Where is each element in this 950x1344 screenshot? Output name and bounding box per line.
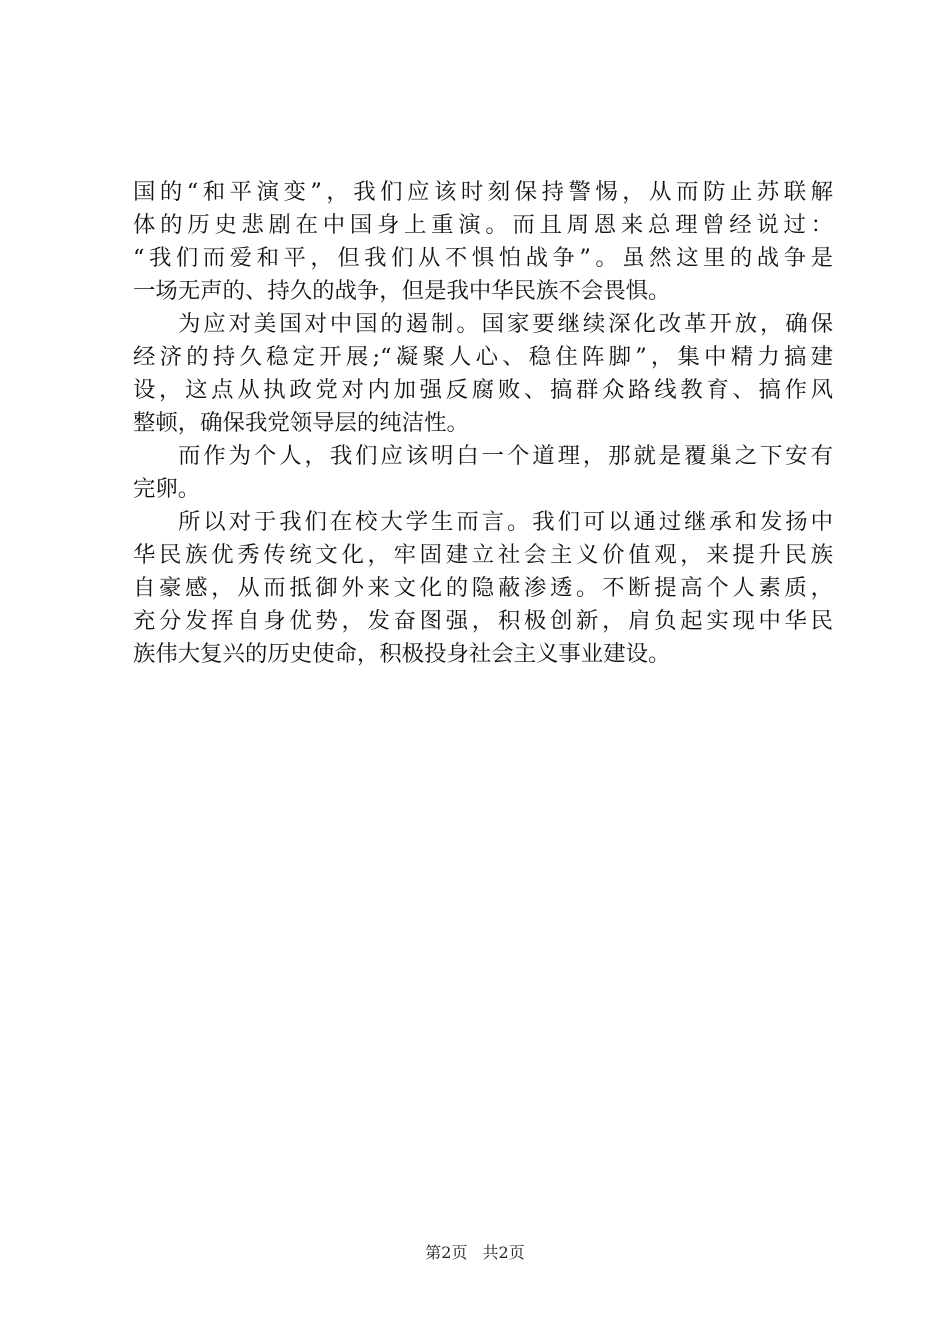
body-text bbox=[133, 176, 833, 671]
text-line: 国的“和平演变”，我们应该时刻保持警惕，从而防止苏联解 bbox=[133, 179, 833, 205]
text-line: 设，这点从执政党对内加强反腐败、搞群众路线教育、搞作风 bbox=[133, 377, 833, 403]
text-line: 为应对美国对中国的遏制。国家要继续深化改革开放，确保 bbox=[178, 311, 833, 337]
text-line: 经济的持久稳定开展;“凝聚人心、稳住阵脚”，集中精力搞建 bbox=[133, 344, 833, 370]
text-line: 华民族优秀传统文化，牢固建立社会主义价值观，来提升民族 bbox=[133, 542, 833, 568]
text-line: 所以对于我们在校大学生而言。我们可以通过继承和发扬中 bbox=[178, 509, 833, 535]
text-line: 整顿，确保我党领导层的纯洁性。 bbox=[133, 410, 469, 436]
text-line: 充分发挥自身优势，发奋图强，积极创新，肩负起实现中华民 bbox=[133, 608, 833, 634]
page-footer bbox=[0, 1242, 950, 1264]
page-number: 第2页 bbox=[425, 1243, 468, 1262]
text-line: 体的历史悲剧在中国身上重演。而且周恩来总理曾经说过： bbox=[133, 212, 833, 238]
text-line: 族伟大复兴的历史使命，积极投身社会主义事业建设。 bbox=[133, 641, 671, 667]
text-line: 一场无声的、持久的战争，但是我中华民族不会畏惧。 bbox=[133, 278, 671, 304]
page-total: 共2页 bbox=[482, 1243, 525, 1262]
text-line: “我们而爱和平，但我们从不惧怕战争”。虽然这里的战争是 bbox=[133, 245, 833, 271]
text-line: 自豪感，从而抵御外来文化的隐蔽渗透。不断提高个人素质， bbox=[133, 575, 833, 601]
text-line: 完卵。 bbox=[133, 476, 201, 502]
text-line: 而作为个人，我们应该明白一个道理，那就是覆巢之下安有 bbox=[178, 443, 833, 469]
